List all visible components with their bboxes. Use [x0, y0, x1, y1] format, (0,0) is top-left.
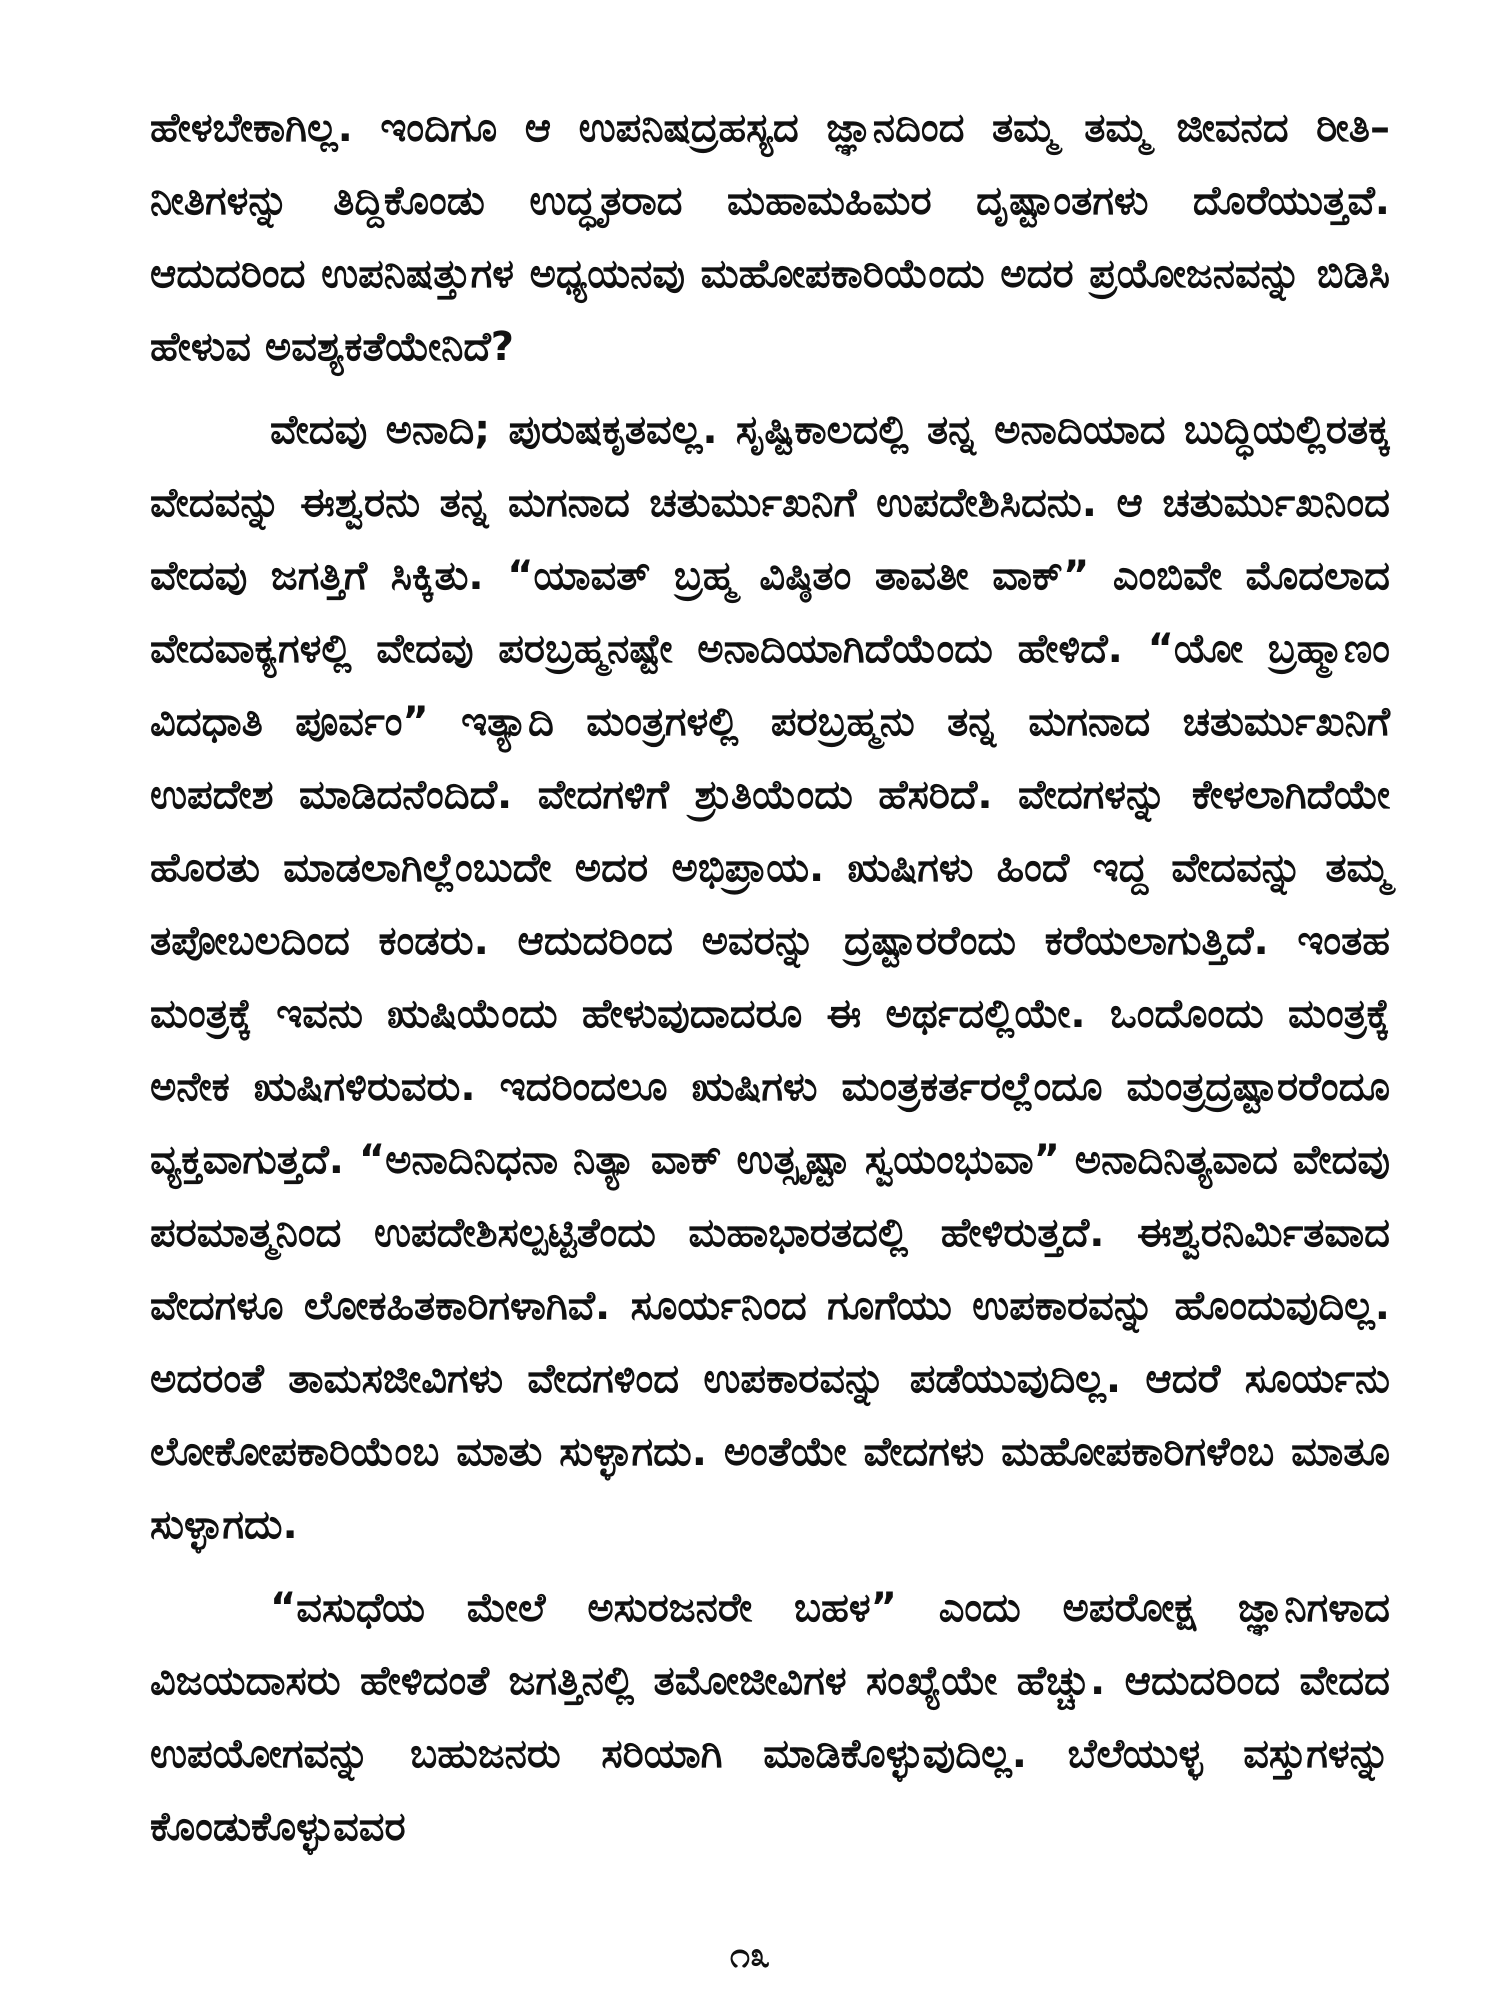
page-number: ೧೩: [729, 1935, 771, 1976]
paragraph-continuation: ಹೇಳಬೇಕಾಗಿಲ್ಲ. ಇಂದಿಗೂ ಆ ಉಪನಿಷದ್ರಹಸ್ಯದ ಜ್ಞಾನದಿಂದ ತಮ್ಮ ತಮ್ಮ ಜೀವನದ ರೀತಿ–ನೀತಿಗಳನ್ನು ತಿದ್ದಿಕೊಂಡು ಉದ್ಧೃತರಾದ ಮಹಾಮಹಿಮರ ದೃಷ್ಟಾಂತಗಳು ದೊರೆಯುತ್ತವೆ. ಆದುದರಿಂದ ಉಪನಿಷತ್ತುಗಳ ಅಧ್ಯಯನವು ಮಹೋಪಕಾರಿಯೆಂದು ಅದರ ಪ್ರಯೋಜನವನ್ನು ಬಿಡಿಸಿ ಹೇಳುವ ಅವಶ್ಯಕತೆಯೇನಿದೆ?: [150, 105, 1390, 370]
paragraph-veda: ವೇದವು ಅನಾದಿ; ಪುರುಷಕೃತವಲ್ಲ. ಸೃಷ್ಟಿಕಾಲದಲ್ಲಿ ತನ್ನ ಅನಾದಿಯಾದ ಬುದ್ಧಿಯಲ್ಲಿರತಕ್ಕ ವೇದವನ್ನು ಈಶ್ವರನು ತನ್ನ ಮಗನಾದ ಚತುರ್ಮುಖನಿಗೆ ಉಪದೇಶಿಸಿದನು. ಆ ಚತುರ್ಮುಖನಿಂದ ವೇದವು ಜಗತ್ತಿಗೆ ಸಿಕ್ಕಿತು. “ಯಾವತ್ ಬ್ರಹ್ಮ ವಿಷ್ಠಿತಂ ತಾವತೀ ವಾಕ್” ಎಂಬಿವೇ ಮೊದಲಾದ ವೇದವಾಕ್ಯಗಳಲ್ಲಿ ವೇದವು ಪರಬ್ರಹ್ಮನಷ್ಟೇ ಅನಾದಿಯಾಗಿದೆಯೆಂದು ಹೇಳಿದೆ. “ಯೋ ಬ್ರಹ್ಮಾಣಂ ವಿದಧಾತಿ ಪೂರ್ವಂ” ಇತ್ಯಾದಿ ಮಂತ್ರಗಳಲ್ಲಿ ಪರಬ್ರಹ್ಮನು ತನ್ನ ಮಗನಾದ ಚತುರ್ಮುಖನಿಗೆ ಉಪದೇಶ ಮಾಡಿದನೆಂದಿದೆ. ವೇದಗಳಿಗೆ ಶ್ರುತಿಯೆಂದು ಹೆಸರಿದೆ. ವೇದಗಳನ್ನು ಕೇಳಲಾಗಿದೆಯೇ ಹೊರತು ಮಾಡಲಾಗಿಲ್ಲೆಂಬುದೇ ಅದರ ಅಭಿಪ್ರಾಯ. ಋಷಿಗಳು ಹಿಂದೆ ಇದ್ದ ವೇದವನ್ನು ತಮ್ಮ ತಪೋಬಲದಿಂದ ಕಂಡರು. ಆದುದರಿಂದ ಅವರನ್ನು ದ್ರಷ್ಟಾರರೆಂದು ಕರೆಯಲಾಗುತ್ತಿದೆ. ಇಂತಹ ಮಂತ್ರಕ್ಕೆ ಇವನು ಋಷಿಯೆಂದು ಹೇಳುವುದಾದರೂ ಈ ಅರ್ಥದಲ್ಲಿಯೇ. ಒಂದೊಂದು ಮಂತ್ರಕ್ಕೆ ಅನೇಕ ಋಷಿಗಳಿರುವರು. ಇದರಿಂದಲೂ ಋಷಿಗಳು ಮಂತ್ರಕರ್ತರಲ್ಲೆಂದೂ ಮಂತ್ರದ್ರಷ್ಟಾರರೆಂದೂ ವ್ಯಕ್ತವಾಗುತ್ತದೆ. “ಅನಾದಿನಿಧನಾ ನಿತ್ಯಾ ವಾಕ್ ಉತ್ಸೃಷ್ಟಾ ಸ್ವಯಂಭುವಾ” ಅನಾದಿನಿತ್ಯವಾದ ವೇದವು ಪರಮಾತ್ಮನಿಂದ ಉಪದೇಶಿಸಲ್ಪಟ್ಟಿತೆಂದು ಮಹಾಭಾರತದಲ್ಲಿ ಹೇಳಿರುತ್ತದೆ. ಈಶ್ವರನಿರ್ಮಿತವಾದ ವೇದಗಳೂ ಲೋಕಹಿತಕಾರಿಗಳಾಗಿವೆ. ಸೂರ್ಯನಿಂದ ಗೂಗೆಯು ಉಪಕಾರವನ್ನು ಹೊಂದುವುದಿಲ್ಲ. ಅದರಂತೆ ತಾಮಸಜೀವಿಗಳು ವೇದಗಳಿಂದ ಉಪಕಾರವನ್ನು ಪಡೆಯುವುದಿಲ್ಲ. ಆದರೆ ಸೂರ್ಯನು ಲೋಕೋಪಕಾರಿಯೆಂಬ ಮಾತು ಸುಳ್ಳಾಗದು. ಅಂತೆಯೇ ವೇದಗಳು ಮಹೋಪಕಾರಿಗಳೆಂಬ ಮಾತೂ ಸುಳ್ಳಾಗದು.: [150, 407, 1390, 1548]
paragraph-vasudhe: “ವಸುಧೆಯ ಮೇಲೆ ಅಸುರಜನರೇ ಬಹಳ” ಎಂದು ಅಪರೋಕ್ಷ ಜ್ಞಾನಿಗಳಾದ ವಿಜಯದಾಸರು ಹೇಳಿದಂತೆ ಜಗತ್ತಿನಲ್ಲಿ ತಮೋಜೀವಿಗಳ ಸಂಖ್ಯೆಯೇ ಹೆಚ್ಚು. ಆದುದರಿಂದ ವೇದದ ಉಪಯೋಗವನ್ನು ಬಹುಜನರು ಸರಿಯಾಗಿ ಮಾಡಿಕೊಳ್ಳುವುದಿಲ್ಲ. ಬೆಲೆಯುಳ್ಳ ವಸ್ತುಗಳನ್ನು ಕೊಂಡುಕೊಳ್ಳುವವರ: [150, 1585, 1390, 1850]
document-page: [150, 92, 1390, 1992]
